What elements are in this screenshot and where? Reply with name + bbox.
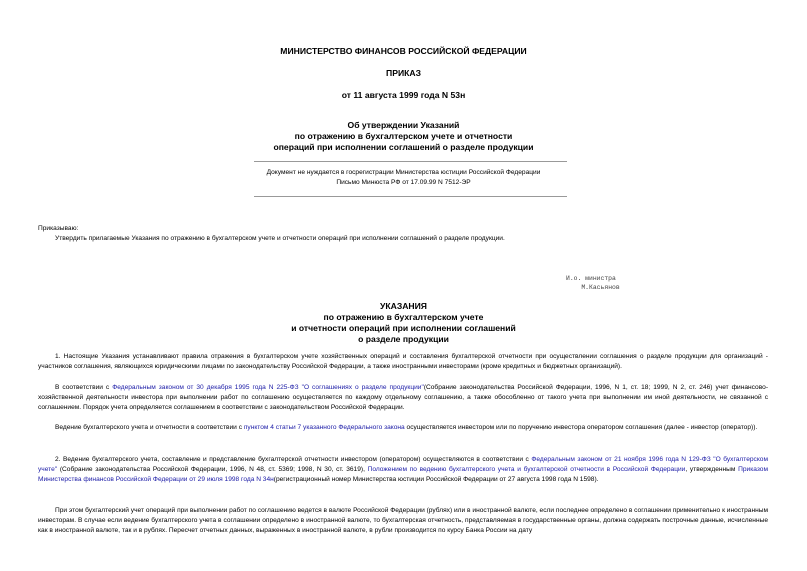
order-text: Утвердить прилагаемые Указания по отражению в бухгалтерском учете и отчетности операций при исполнении соглашений о разделе продукции. (55, 235, 505, 242)
paragraph-text: осуществляется инвестором или по поручению инвестора оператором соглашения (далее - инвестор (оператор)). (404, 424, 758, 431)
paragraph-text: , утвержденным (685, 465, 739, 473)
top-divider (254, 161, 567, 162)
paragraph-text: (регистрационный номер Министерства юстиции Российской Федерации от 27 августа 1998 года N 1598). (273, 475, 599, 483)
signature-block (566, 274, 620, 292)
accounting-regulation-link[interactable]: Положением по ведению бухгалтерского учета и бухгалтерской отчетности в Российской Федерации (367, 465, 686, 473)
guidelines-title (0, 301, 807, 345)
order-label: Приказываю: (38, 225, 79, 232)
guidelines-title-line: о разделе продукции (358, 334, 449, 344)
order-title (0, 120, 807, 153)
paragraph-4 (38, 455, 768, 484)
doc-type-heading: ПРИКАЗ (386, 68, 421, 78)
paragraph-text: 2. Ведение бухгалтерского учета, составление и представление бухгалтерской отчетности инвестором (оператором) осуществляются в соответствии с (55, 456, 532, 463)
paragraph-text: (Собрание законодательства Российской Федерации, 1996, N 1, ст. 18; 1999, N 2, ст. 246) учет финансово-хозяйственной деятельности инвестора при выполнении работ по соглашению осуществляется по каждому отдельному соглашению, а также обособленно от такого учета при выполнении им иной деятельности, не связанной с соглашением. Порядок учета определяется соглашением в соответствии с законодательством Российской Федерации. (38, 384, 769, 411)
paragraph-text: Ведение бухгалтерского учета и отчетности в соответствии с (55, 424, 244, 431)
guidelines-title-line: УКАЗАНИЯ (380, 301, 427, 311)
bottom-divider (254, 196, 567, 197)
registration-note-line: Документ не нуждается в госрегистрации Министерства юстиции Российской Федерации (266, 169, 541, 176)
order-title-line: по отражению в бухгалтерском учете и отчетности (294, 131, 513, 141)
signature-name: М.Касьянов (581, 284, 620, 291)
federal-law-129-link[interactable]: Федеральным законом от 21 ноября 1996 года N 129-ФЗ "О бухгалтерском учете" (38, 456, 768, 473)
paragraph-text: (Собрание законодательства Российской Федерации, 1996, N 48, ст. 5369; 1998, N 30, ст. 3619), (57, 465, 368, 473)
registration-note-line: Письмо Минюста РФ от 17.09.99 N 7512-ЭР (336, 179, 471, 186)
paragraph-1: 1. Настоящие Указания устанавливают правила отражения в бухгалтерском учете хозяйственных операций и составления бухгалтерской отчетности при осуществлении соглашения о разделе продукции для организаций - участников соглашения, являющихся юридическими лицами по законодательству Российской Федерации, а также иностранными инвесторами (кроме кредитных и бюджетных организаций). (38, 353, 768, 370)
order-title-line: Об утверждении Указаний (347, 120, 460, 130)
registration-note (0, 168, 807, 188)
article-7-link[interactable]: пунктом 4 статьи 7 указанного Федерального закона (243, 424, 405, 431)
paragraph-2 (38, 383, 768, 412)
date-number-heading: от 11 августа 1999 года N 53н (341, 90, 466, 100)
order-title-line: операций при исполнении соглашений о разделе продукции (273, 142, 534, 152)
paragraph-text: В соответствии с (55, 384, 113, 391)
paragraph-3 (38, 423, 768, 433)
guidelines-title-line: и отчетности операций при исполнении соглашений (291, 323, 516, 333)
paragraph-5: При этом бухгалтерский учет операций при выполнении работ по соглашению ведется в валюте Российской Федерации (рублях) или в иностранной валюте, если последнее определено в соглашении применительно к иностранным инвесторам. В случае если ведение бухгалтерского учета в соглашении определено в иностранной валюте, то бухгалтерская отчетность, представляемая в государственные органы, должна содержать построчные данные, исчисленные как в иностранной валюте, так и в рублях. Пересчет отчетных данных, выраженных в иностранной валюте, в рубли производится по курсу Банка России на дату (38, 507, 768, 534)
guidelines-title-line: по отражению в бухгалтерском учете (323, 312, 484, 322)
federal-law-225-link[interactable]: Федеральным законом от 30 декабря 1995 года N 225-ФЗ "О соглашениях о разделе продукции" (112, 384, 424, 391)
ministry-heading: МИНИСТЕРСТВО ФИНАНСОВ РОССИЙСКОЙ ФЕДЕРАЦИИ (280, 46, 527, 56)
order-34n-link[interactable]: Приказом Министерства финансов Российской Федерации от 29 июля 1998 года N 34н (38, 465, 769, 483)
signature-position: И.о. министра (566, 275, 616, 282)
